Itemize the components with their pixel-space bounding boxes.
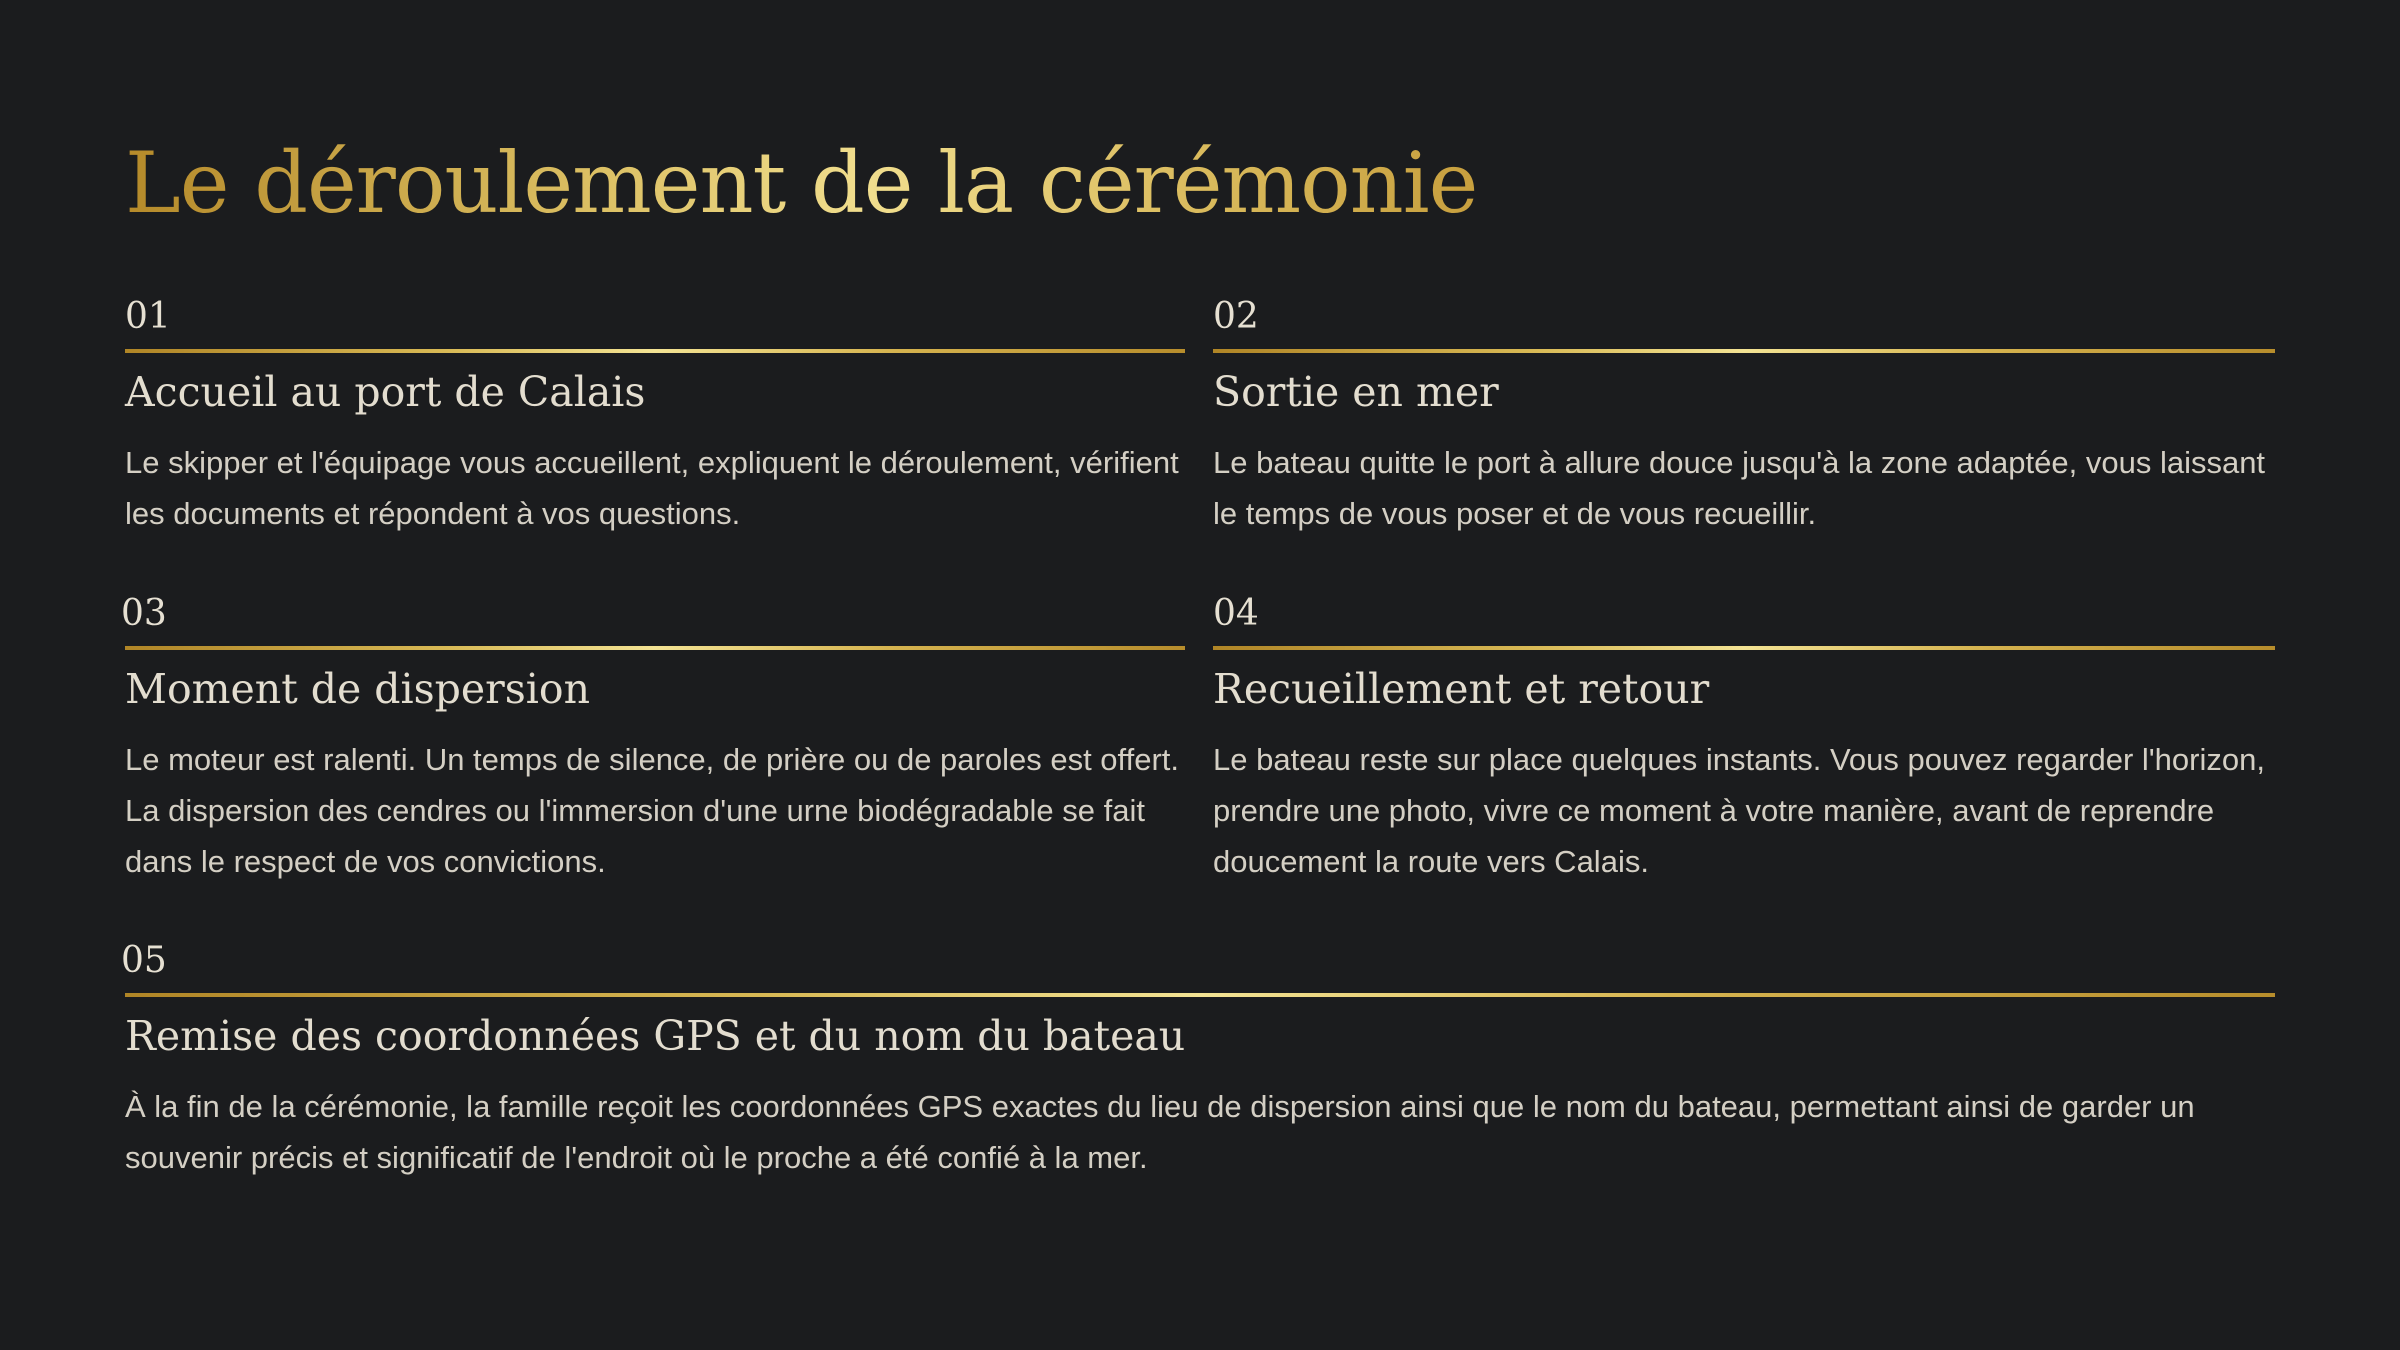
step-description: Le skipper et l'équipage vous accueillent, expliquent le déroulement, vérifient les documents et répondent à vos questions. [125,445,1179,531]
step-description: Le bateau quitte le port à allure douce jusqu'à la zone adaptée, vous laissant le temps de vous poser et de vous recueillir. [1213,445,2266,531]
step-01 [125,295,1185,545]
step-05 [121,939,2275,1189]
step-description: Le bateau reste sur place quelques instants. Vous pouvez regarder l'horizon, prendre une photo, vivre ce moment à votre manière, avant de reprendre doucement la route vers Calais. [1213,742,2265,879]
step-description: Le moteur est ralenti. Un temps de silence, de prière ou de paroles est offert. La dispersion des cendres ou l'immersion d'une urne biodégradable se fait dans le respect de vos convictions. [125,742,1179,879]
step-02 [1213,295,2275,545]
step-title: Sortie en mer [1213,368,1499,416]
step-description: À la fin de la cérémonie, la famille reçoit les coordonnées GPS exactes du lieu de dispersion ainsi que le nom du bateau, permettant ainsi de garder un souvenir précis et significatif de l'endroit où le proche a été confié à la mer. [125,1089,2195,1175]
step-number: 03 [121,593,167,634]
step-number: 05 [121,940,167,981]
step-03 [121,592,1185,892]
step-divider [125,646,1185,650]
step-divider [1213,349,2275,353]
step-divider [1213,646,2275,650]
step-title: Recueillement et retour [1213,665,1710,713]
step-04 [1213,592,2275,892]
step-title: Moment de dispersion [125,665,591,713]
step-divider [125,993,2275,997]
page-title: Le déroulement de la cérémonie [125,128,1477,238]
step-number: 02 [1213,296,1259,337]
step-number: 01 [125,296,171,337]
step-title: Remise des coordonnées GPS et du nom du bateau [125,1012,1186,1060]
step-title: Accueil au port de Calais [125,368,646,416]
step-divider [125,349,1185,353]
step-number: 04 [1213,593,1259,634]
